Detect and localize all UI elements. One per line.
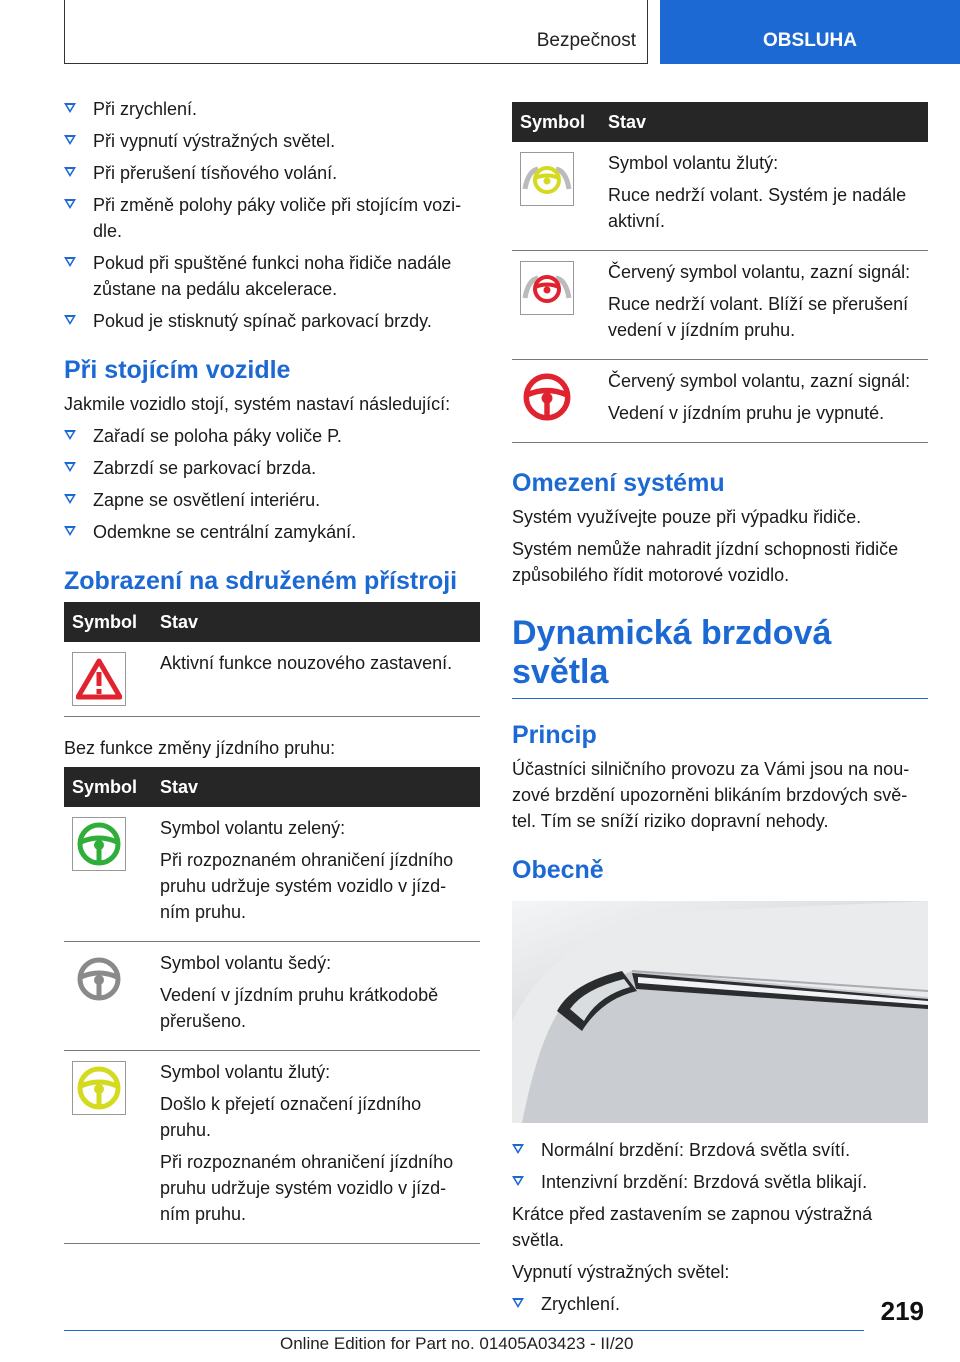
right-column bbox=[512, 102, 928, 1323]
bullet-triangle-icon bbox=[64, 315, 76, 325]
bullet-list-top bbox=[64, 96, 480, 334]
list-item: Zapne se osvětlení interiéru. bbox=[64, 487, 480, 513]
symbol-table-hands-on bbox=[512, 102, 928, 443]
bullet-triangle-icon bbox=[512, 1176, 524, 1186]
warning-triangle-icon bbox=[72, 652, 126, 706]
header-chapter-tab: OBSLUHA bbox=[660, 0, 960, 64]
steering-wheel-yellow-icon bbox=[72, 1061, 126, 1115]
bullet-list-standing bbox=[64, 423, 480, 545]
column-header-symbol: Symbol bbox=[64, 602, 152, 642]
column-header-state: Stav bbox=[152, 767, 480, 807]
heading-principle: Princip bbox=[512, 721, 597, 749]
list-item: Při změně polohy páky voliče při stojícím vozi-dle. bbox=[64, 192, 480, 244]
footer-divider bbox=[64, 1330, 864, 1331]
bullet-triangle-icon bbox=[64, 167, 76, 177]
heading-general: Obecně bbox=[512, 856, 604, 884]
column-header-symbol: Symbol bbox=[512, 102, 600, 142]
heading-instrument-display: Zobrazení na sdruženém přístroji bbox=[64, 567, 458, 595]
bullet-triangle-icon bbox=[64, 135, 76, 145]
table-row: Symbol volantu žlutý: Došlo k přejetí označení jízdního pruhu. Při rozpoznaném ohraničení jízdního pruhu udržuje systém vozidlo v jízd-ním pruhu. bbox=[64, 1051, 480, 1244]
table-row: Červený symbol volantu, zazní signál: Vedení v jízdním pruhu je vypnuté. bbox=[512, 360, 928, 443]
table-row: Červený symbol volantu, zazní signál: Ruce nedrží volant. Blíží se přerušení vedení v jízdním pruhu. bbox=[512, 251, 928, 360]
list-item: Normální brzdění: Brzdová světla svítí. bbox=[512, 1137, 928, 1163]
bullet-triangle-icon bbox=[512, 1298, 524, 1308]
bullet-triangle-icon bbox=[64, 103, 76, 113]
standing-intro: Jakmile vozidlo stojí, systém nastaví následující: bbox=[64, 394, 451, 414]
limits-text-2: Systém nemůže nahradit jízdní schopnosti řidiče způsobilého řídit motorové vozidlo. bbox=[512, 539, 899, 585]
symbol-table-lane bbox=[64, 767, 480, 1244]
steering-wheel-green-icon bbox=[72, 817, 126, 871]
tail-light-photo bbox=[512, 901, 928, 1123]
page-number: 219 bbox=[880, 1296, 924, 1326]
table-row: Symbol volantu šedý: Vedení v jízdním pruhu krátkodobě přerušeno. bbox=[64, 942, 480, 1051]
column-header-state: Stav bbox=[600, 102, 928, 142]
list-item: Intenzivní brzdění: Brzdová světla blikají. bbox=[512, 1169, 928, 1195]
header-section-title: Bezpečnost bbox=[536, 30, 636, 51]
steering-wheel-grey-icon bbox=[72, 952, 126, 1006]
symbol-table-emergency bbox=[64, 602, 480, 717]
heading-system-limits: Omezení systému bbox=[512, 469, 725, 497]
footer-edition: Online Edition for Part no. 01405A03423 - II/20 bbox=[280, 1334, 634, 1353]
principle-text: Účastníci silničního provozu za Vámi jsou na nou-zové brzdění upozorněni blikáním brzdových svě-tel. Tím se sníží riziko dopravní nehody. bbox=[512, 759, 910, 831]
limits-text-1: Systém využívejte pouze při výpadku řidiče. bbox=[512, 507, 862, 527]
table-row: Aktivní funkce nouzového zastavení. bbox=[64, 642, 480, 717]
table-row: Symbol volantu žlutý: Ruce nedrží volant. Systém je nadále aktivní. bbox=[512, 142, 928, 251]
list-item: Při zrychlení. bbox=[64, 96, 480, 122]
hands-on-wheel-red-icon bbox=[520, 261, 574, 315]
hands-on-wheel-yellow-icon bbox=[520, 152, 574, 206]
heading-standing-vehicle: Při stojícím vozidle bbox=[64, 356, 291, 384]
list-item: Pokud při spuštěné funkci noha řidiče nadále zůstane na pedálu akcelerace. bbox=[64, 250, 480, 302]
list-item: Pokud je stisknutý spínač parkovací brzdy. bbox=[64, 308, 480, 334]
heading-dynamic-brake-lights: Dynamická brzdová světla bbox=[512, 614, 928, 699]
bullet-triangle-icon bbox=[64, 199, 76, 209]
left-column bbox=[64, 96, 480, 1254]
list-item: Zrychlení. bbox=[512, 1291, 928, 1317]
list-item: Při přerušení tísňového volání. bbox=[64, 160, 480, 186]
general-text-1: Krátce před zastavením se zapnou výstražná světla. bbox=[512, 1204, 873, 1250]
bullet-list-general bbox=[512, 1137, 928, 1195]
bullet-triangle-icon bbox=[64, 257, 76, 267]
list-item: Odemkne se centrální zamykání. bbox=[64, 519, 480, 545]
column-header-symbol: Symbol bbox=[64, 767, 152, 807]
list-item: Zařadí se poloha páky voliče P. bbox=[64, 423, 480, 449]
general-text-2: Vypnutí výstražných světel: bbox=[512, 1262, 730, 1282]
list-item: Při vypnutí výstražných světel. bbox=[64, 128, 480, 154]
no-lane-change-intro: Bez funkce změny jízdního pruhu: bbox=[64, 738, 336, 758]
list-item: Zabrzdí se parkovací brzda. bbox=[64, 455, 480, 481]
bullet-triangle-icon bbox=[64, 494, 76, 504]
bullet-triangle-icon bbox=[64, 462, 76, 472]
table-row: Symbol volantu zelený: Při rozpoznaném ohraničení jízdního pruhu udržuje systém vozidlo v jízd-ním pruhu. bbox=[64, 807, 480, 942]
bullet-triangle-icon bbox=[512, 1144, 524, 1154]
bullet-triangle-icon bbox=[64, 526, 76, 536]
bullet-triangle-icon bbox=[64, 430, 76, 440]
steering-wheel-red-icon bbox=[520, 370, 574, 424]
column-header-state: Stav bbox=[152, 602, 480, 642]
